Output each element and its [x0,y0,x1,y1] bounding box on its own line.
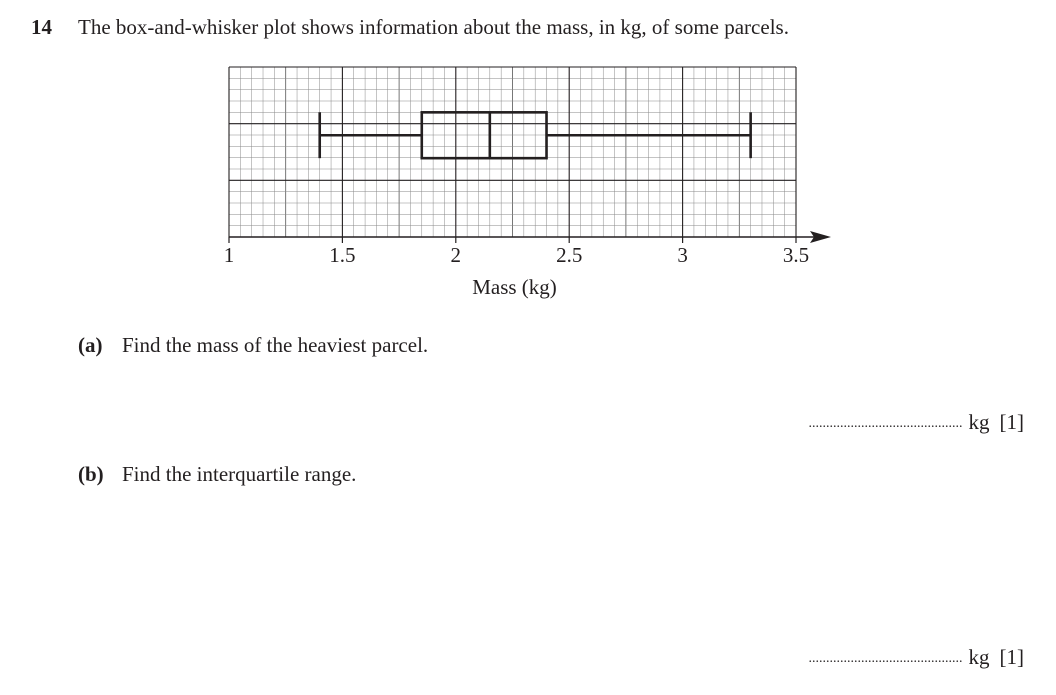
part-b-answer-line[interactable] [809,645,1025,670]
grid-minor [229,67,796,237]
part-b-unit: kg [968,645,990,669]
part-a-marks: [1] [999,410,1024,434]
part-a-answer-dots[interactable]: ............................................ [808,416,963,431]
x-tick-label: 3 [677,243,688,267]
x-tick-label: 3.5 [782,243,810,267]
part-a-unit: kg [968,410,990,434]
part-b-answer-dots[interactable]: ............................................ [808,651,963,666]
part-a-label: (a) [78,333,103,357]
part-b-text: Find the interquartile range. [122,462,357,486]
x-axis-label: Mass (kg) [472,275,557,299]
part-b-marks: [1] [999,645,1024,669]
part-a-text: Find the mass of the heaviest parcel. [122,333,429,357]
x-tick-label: 1 [223,243,235,267]
x-tick-label: 2.5 [556,243,583,267]
x-tick-label: 1.5 [329,243,356,267]
question-number: 14 [31,15,52,39]
tick-labels [224,243,809,267]
box-and-whisker-plot [0,0,1056,320]
question-text: The box-and-whisker plot shows information about the mass, in kg, of some parcels. [78,15,789,39]
x-axis [229,231,831,243]
part-a-answer-line[interactable] [809,410,1025,435]
x-tick-label: 2 [450,243,462,267]
part-b-label: (b) [78,462,104,486]
